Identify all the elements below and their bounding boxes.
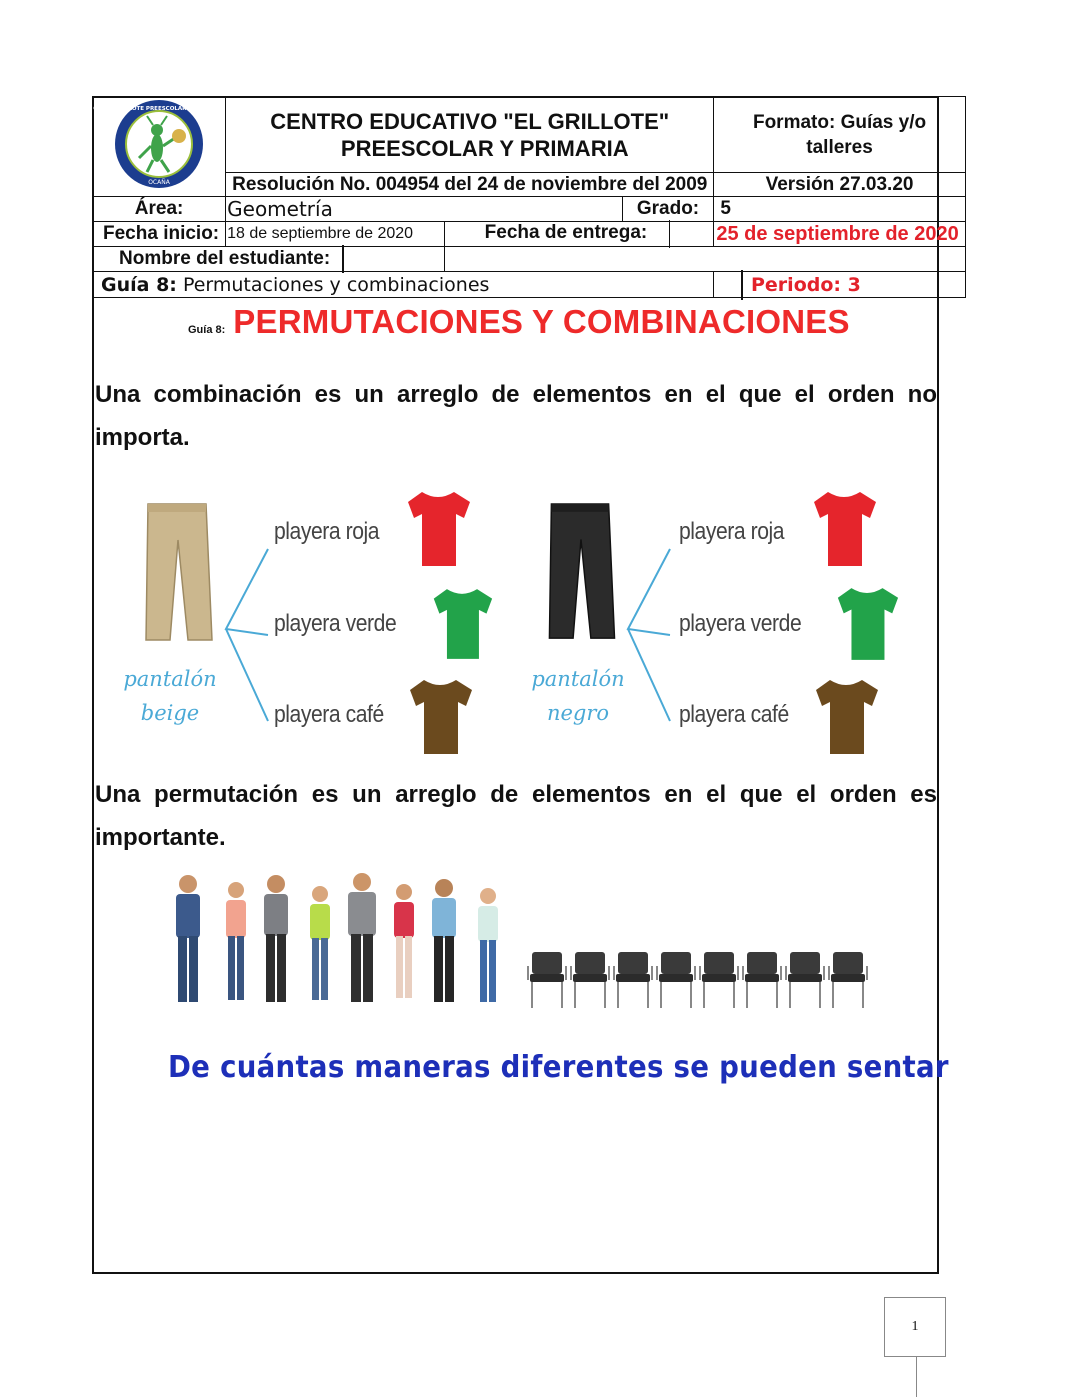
resolution-cell [226, 173, 714, 197]
school-logo [93, 98, 225, 190]
people-group-illustration [170, 870, 510, 1010]
start-date-value: 18 de septiembre de 2020 [226, 222, 445, 247]
version-cell [714, 173, 965, 197]
header-table [92, 96, 966, 298]
school-title-cell [226, 97, 714, 173]
format-label: Formato: Guías y/o talleres [752, 111, 927, 158]
guide-heading-small: Guía 8: [188, 324, 226, 336]
version-text: Versión 27.03.20 [765, 173, 914, 195]
person-icon [226, 882, 246, 1000]
person-icon [310, 886, 330, 1000]
tree-right-option-2: playera verde [679, 610, 802, 637]
due-date-value: 25 de septiembre de 2020 [714, 222, 965, 247]
brown-shirt-icon [812, 678, 880, 756]
school-level: PREESCOLAR Y PRIMARIA [340, 135, 629, 161]
chair-icon [571, 952, 609, 1008]
resolution-text: Resolución No. 004954 del 24 de noviembre del 2009 [232, 173, 708, 195]
tree-left-option-2: playera verde [274, 610, 397, 637]
tree-left-option-1: playera roja [274, 518, 380, 545]
pant-label-black-2: negro [546, 701, 610, 725]
tree-left-option-3: playera café [274, 701, 384, 728]
person-icon [176, 875, 200, 1002]
due-date-label: Fecha de entrega: [444, 222, 714, 247]
chair-icon [657, 952, 695, 1008]
grade-label: Grado: [622, 197, 714, 222]
student-label: Nombre del estudiante: [93, 247, 445, 272]
beige-pants-icon [140, 500, 214, 648]
question-text: De cuántas maneras diferentes se pueden sentar [168, 1050, 949, 1085]
combination-definition: Una combinación es un arreglo de elementos en el que el orden no importa. [95, 381, 937, 451]
tree-lines-right [624, 545, 674, 725]
chair-icon [614, 952, 652, 1008]
permutation-definition: Una permutación es un arreglo de elementos en el que el orden es importante. [95, 781, 937, 851]
svg-text:OCAÑA: OCAÑA [148, 178, 170, 186]
pant-label-beige-1: pantalón [123, 667, 217, 691]
chair-icon [528, 952, 566, 1008]
chair-icon [829, 952, 867, 1008]
tree-right-option-3: playera café [679, 701, 789, 728]
person-icon [478, 888, 498, 1002]
period-label: Periodo: 3 [751, 274, 861, 296]
tree-lines-left [222, 545, 272, 725]
person-icon [264, 875, 288, 1002]
red-shirt-icon [810, 490, 878, 568]
start-date-label: Fecha inicio: [93, 222, 226, 247]
tree-right-option-1: playera roja [679, 518, 785, 545]
school-name: CENTRO EDUCATIVO "EL GRILLOTE" [270, 108, 670, 134]
area-label: Área: [93, 197, 226, 222]
black-pants-icon [542, 500, 618, 646]
student-name-field[interactable] [444, 247, 965, 272]
page-number-line [916, 1357, 917, 1397]
guide-heading-title: PERMUTACIONES Y COMBINACIONES [233, 303, 850, 340]
area-value: Geometría [226, 197, 623, 222]
logo-cell [93, 97, 226, 197]
person-icon [348, 873, 376, 1002]
brown-shirt-icon [406, 678, 474, 756]
pant-label-black-1: pantalón [531, 667, 625, 691]
chairs-row-illustration [528, 950, 870, 1010]
person-icon [432, 879, 456, 1002]
green-shirt-icon [430, 585, 494, 663]
page-number: 1 [884, 1297, 946, 1357]
pant-label-beige-2: beige [140, 701, 200, 725]
person-icon [394, 884, 414, 998]
grade-value: 5 [714, 197, 965, 222]
guide-label: Guía 8: [101, 273, 177, 296]
green-shirt-icon [834, 585, 900, 663]
chair-icon [786, 952, 824, 1008]
guide-value: Permutaciones y combinaciones [182, 273, 490, 296]
format-cell [714, 97, 965, 173]
logo-ring-text: C.E EL GRILLOTE PREESCOLAR Y PRIMARIA [93, 105, 225, 112]
guide-cell [93, 272, 861, 298]
red-shirt-icon [404, 490, 472, 568]
chair-icon [743, 952, 781, 1008]
chair-icon [700, 952, 738, 1008]
guide-heading [188, 303, 850, 341]
